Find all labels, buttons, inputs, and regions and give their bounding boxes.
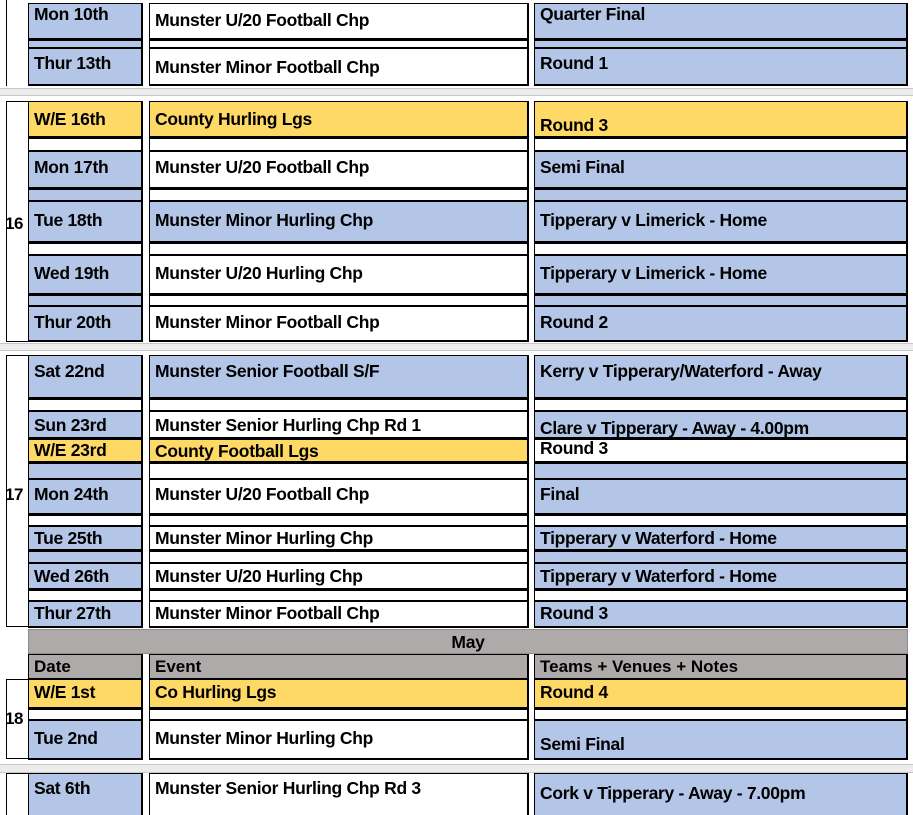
row-gap — [28, 709, 143, 720]
notes-cell: Round 3 — [534, 601, 908, 628]
row-gap — [149, 295, 529, 306]
row-gap — [534, 463, 908, 479]
row-gap — [534, 590, 908, 601]
event-cell: Munster U/20 Football Chp — [149, 151, 529, 189]
event-cell: Munster U/20 Hurling Chp — [149, 255, 529, 295]
row-gap — [534, 243, 908, 255]
date-cell: Thur 20th — [28, 306, 143, 342]
date-cell: Mon 24th — [28, 479, 143, 515]
week-separator — [0, 343, 913, 351]
row-gap — [534, 399, 908, 411]
event-cell: Munster Minor Football Chp — [149, 48, 529, 86]
date-cell: Wed 26th — [28, 563, 143, 590]
notes-cell: Cork v Tipperary - Away - 7.00pm — [534, 773, 908, 815]
row-gap — [28, 40, 143, 48]
column-header-notes: Teams + Venues + Notes — [534, 654, 908, 679]
row-gap — [28, 189, 143, 201]
row-gap — [534, 295, 908, 306]
row-gap — [149, 590, 529, 601]
row-gap — [149, 515, 529, 526]
row-gap — [28, 515, 143, 526]
event-cell: Munster Minor Hurling Chp — [149, 720, 529, 760]
row-gap — [149, 709, 529, 720]
row-gap — [534, 189, 908, 201]
date-cell: Tue 18th — [28, 201, 143, 243]
date-cell: Thur 13th — [28, 48, 143, 86]
date-cell: Mon 10th — [28, 3, 143, 40]
event-cell: Munster Senior Hurling Chp Rd 3 — [149, 773, 529, 815]
row-gap — [149, 138, 529, 151]
row-gap — [28, 463, 143, 479]
week-separator — [0, 764, 913, 773]
row-gap — [149, 189, 529, 201]
event-cell: Munster U/20 Hurling Chp — [149, 563, 529, 590]
notes-cell: Semi Final — [534, 720, 908, 760]
event-cell: Munster Senior Football S/F — [149, 355, 529, 399]
notes-cell: Round 3 — [534, 101, 908, 138]
row-gap — [149, 243, 529, 255]
event-cell: Munster U/20 Football Chp — [149, 479, 529, 515]
date-cell: Wed 19th — [28, 255, 143, 295]
week-bracket-line — [6, 0, 7, 86]
notes-cell: Round 4 — [534, 679, 908, 709]
event-cell: Munster Senior Hurling Chp Rd 1 — [149, 411, 529, 439]
date-cell: W/E 16th — [28, 101, 143, 138]
row-gap — [28, 138, 143, 151]
row-gap — [28, 243, 143, 255]
notes-cell: Tipperary v Waterford - Home — [534, 563, 908, 590]
event-cell: Munster Minor Hurling Chp — [149, 526, 529, 551]
row-gap — [149, 399, 529, 411]
row-gap — [149, 551, 529, 563]
event-cell: Co Hurling Lgs — [149, 679, 529, 709]
row-gap — [28, 590, 143, 601]
column-header-date: Date — [28, 654, 143, 679]
notes-cell: Clare v Tipperary - Away - 4.00pm — [534, 411, 908, 439]
date-cell: Tue 25th — [28, 526, 143, 551]
notes-cell: Quarter Final — [534, 3, 908, 40]
date-cell: W/E 23rd — [28, 439, 143, 463]
column-header-event: Event — [149, 654, 529, 679]
event-cell: County Hurling Lgs — [149, 101, 529, 138]
date-cell: Thur 27th — [28, 601, 143, 628]
row-gap — [28, 551, 143, 563]
date-cell: Mon 17th — [28, 151, 143, 189]
date-cell: W/E 1st — [28, 679, 143, 709]
notes-cell: Semi Final — [534, 151, 908, 189]
month-header-may: May — [28, 629, 908, 654]
notes-cell: Tipperary v Waterford - Home — [534, 526, 908, 551]
event-cell: County Football Lgs — [149, 439, 529, 463]
row-gap — [534, 709, 908, 720]
notes-cell: Round 1 — [534, 48, 908, 86]
row-gap — [28, 399, 143, 411]
week-number-16: 16 — [5, 214, 23, 233]
event-cell: Munster U/20 Football Chp — [149, 3, 529, 40]
date-cell: Sat 6th — [28, 773, 143, 815]
row-gap — [28, 295, 143, 306]
week-number-18: 18 — [5, 709, 23, 728]
row-gap — [534, 138, 908, 151]
week-number-17: 17 — [5, 485, 23, 504]
date-cell: Tue 2nd — [28, 720, 143, 760]
event-cell: Munster Minor Football Chp — [149, 306, 529, 342]
notes-cell: Final — [534, 479, 908, 515]
week-separator — [0, 88, 913, 96]
row-gap — [149, 463, 529, 479]
date-cell: Sat 22nd — [28, 355, 143, 399]
week-box-19 — [6, 773, 28, 815]
notes-cell: Tipperary v Limerick - Home — [534, 201, 908, 243]
notes-cell: Kerry v Tipperary/Waterford - Away — [534, 355, 908, 399]
notes-cell: Round 3 — [534, 439, 908, 463]
event-cell: Munster Minor Hurling Chp — [149, 201, 529, 243]
notes-cell: Tipperary v Limerick - Home — [534, 255, 908, 295]
row-gap — [534, 515, 908, 526]
date-cell: Sun 23rd — [28, 411, 143, 439]
notes-cell: Round 2 — [534, 306, 908, 342]
row-gap — [534, 40, 908, 48]
row-gap — [149, 40, 529, 48]
row-gap — [534, 551, 908, 563]
event-cell: Munster Minor Football Chp — [149, 601, 529, 628]
